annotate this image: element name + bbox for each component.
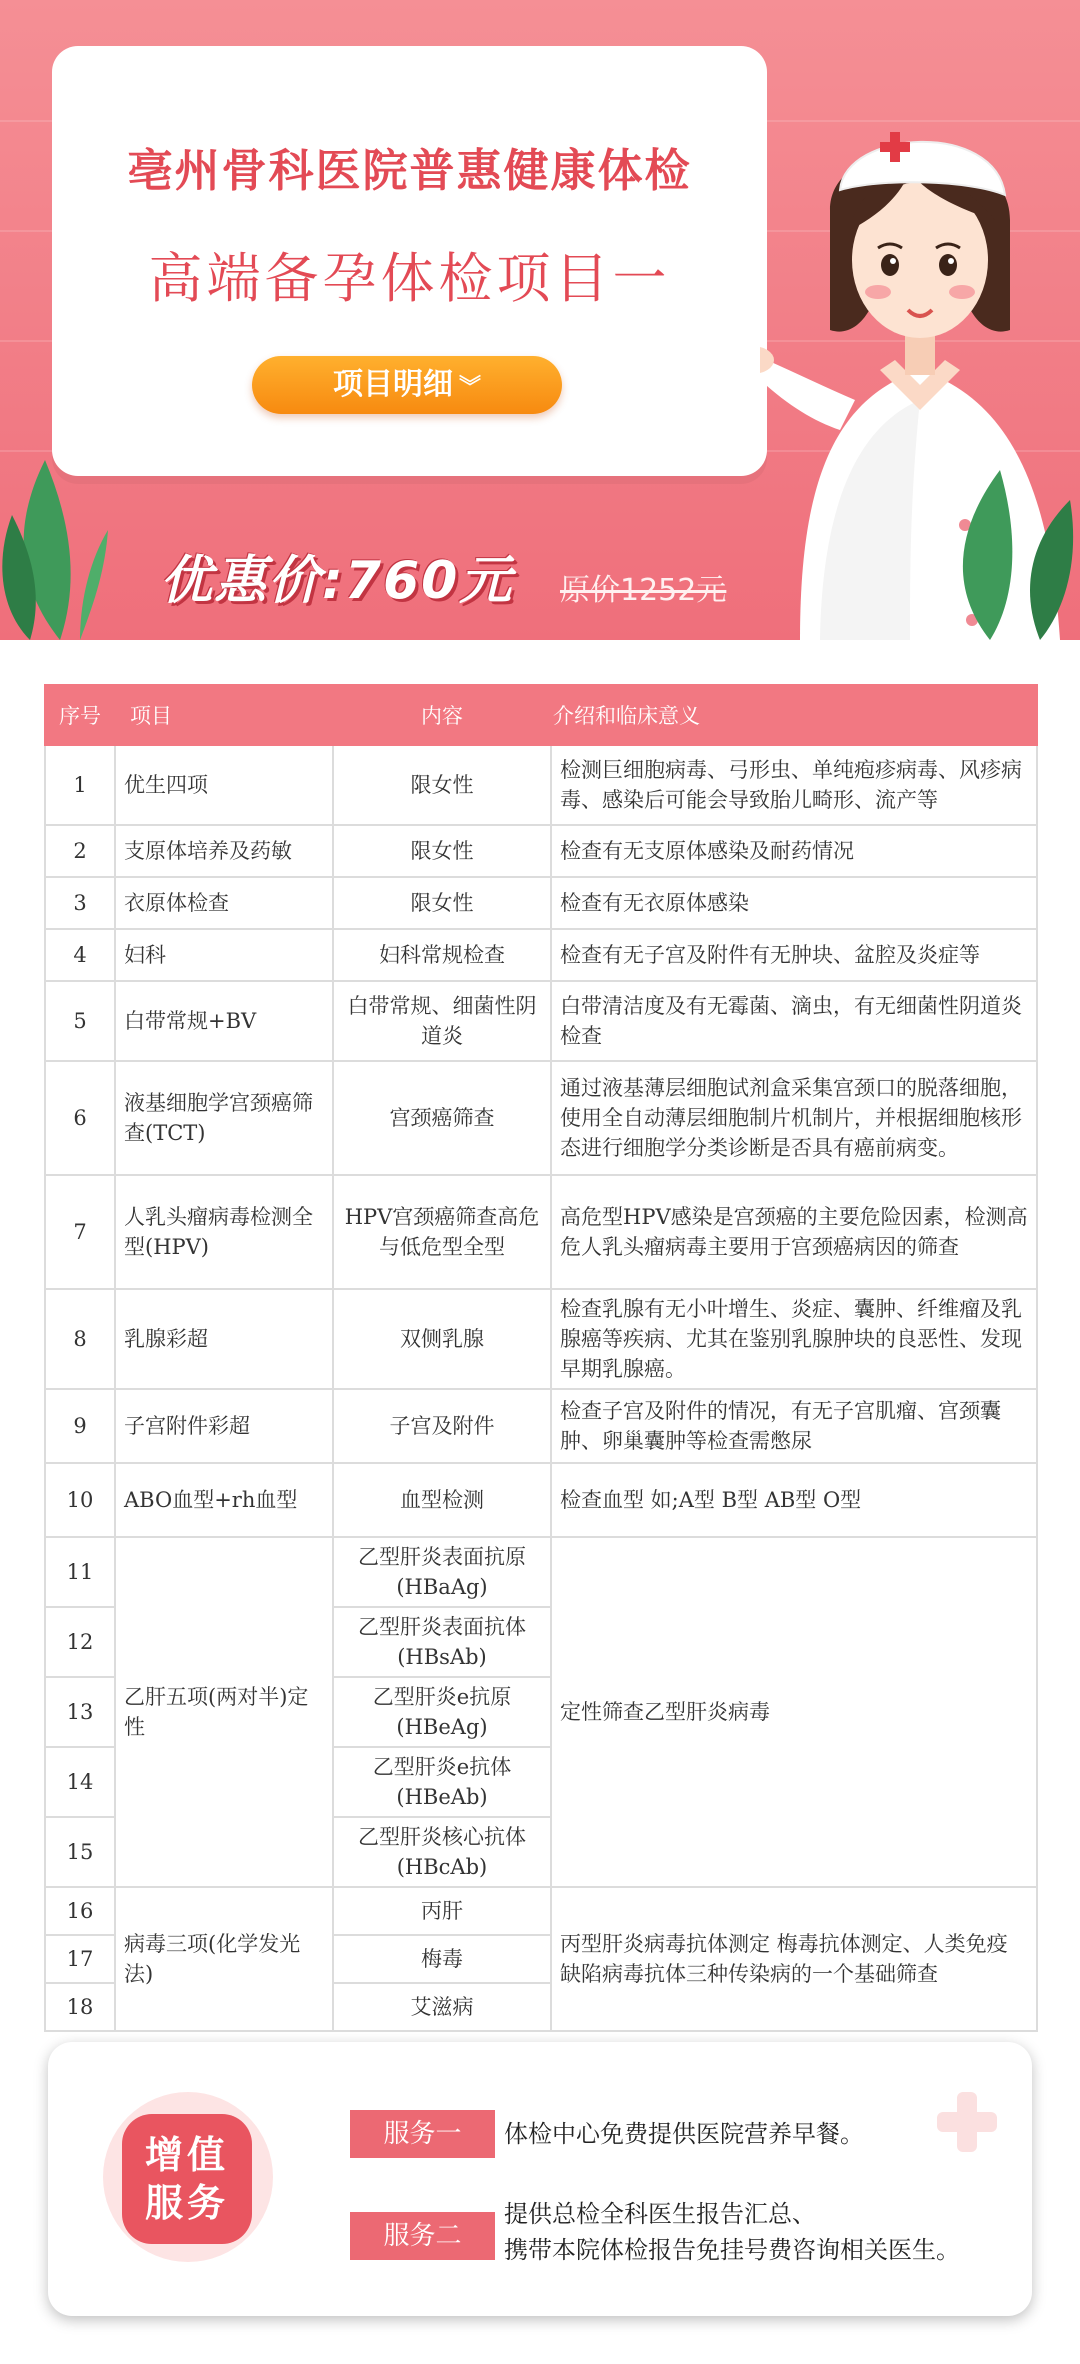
row-no: 15 <box>45 1817 115 1887</box>
row-content: 限女性 <box>333 877 551 929</box>
row-content: 乙型肝炎e抗原(HBeAg) <box>333 1677 551 1747</box>
discount-price: 优惠价:760元 <box>160 551 514 611</box>
row-desc: 检查血型 如;A型 B型 AB型 O型 <box>551 1463 1037 1537</box>
row-no: 8 <box>45 1289 115 1389</box>
row-content: 双侧乳腺 <box>333 1289 551 1389</box>
row-desc: 检查有无子宫及附件有无肿块、盆腔及炎症等 <box>551 929 1037 981</box>
row-desc: 检查子宫及附件的情况，有无子宫肌瘤、宫颈囊肿、卵巢囊肿等检查需憋尿 <box>551 1389 1037 1463</box>
page-title: 亳州骨科医院普惠健康体检 <box>127 144 692 197</box>
row-item: 妇科 <box>115 929 333 981</box>
row-content: 白带常规、细菌性阴道炎 <box>333 981 551 1061</box>
row-content: 血型检测 <box>333 1463 551 1537</box>
row-no: 17 <box>45 1935 115 1983</box>
detail-button-label: 项目明细 <box>332 367 453 402</box>
row-item: 子宫附件彩超 <box>115 1389 333 1463</box>
hbv-group-item: 乙肝五项(两对半)定性 <box>115 1537 333 1887</box>
row-content: 子宫及附件 <box>333 1389 551 1463</box>
row-no: 9 <box>45 1389 115 1463</box>
row-content: 艾滋病 <box>333 1983 551 2031</box>
checkup-items-table <box>44 684 1038 2032</box>
row-content: 宫颈癌筛查 <box>333 1061 551 1175</box>
row-no: 5 <box>45 981 115 1061</box>
leaf-decoration-icon <box>930 430 1080 640</box>
service-tag-2: 服务二 <box>350 2212 495 2260</box>
row-content: 梅毒 <box>333 1935 551 1983</box>
table-row <box>45 1389 1037 1463</box>
row-content: 妇科常规检查 <box>333 929 551 981</box>
row-no: 3 <box>45 877 115 929</box>
hero-card <box>52 46 767 476</box>
table-row <box>45 981 1037 1061</box>
header-banner <box>0 0 1080 640</box>
table-row <box>45 1463 1037 1537</box>
virus-group-item: 病毒三项(化学发光法) <box>115 1887 333 2031</box>
row-no: 1 <box>45 745 115 825</box>
row-desc: 高危型HPV感染是宫颈癌的主要危险因素，检测高危人乳头瘤病毒主要用于宫颈癌病因的筛查 <box>551 1175 1037 1289</box>
row-no: 4 <box>45 929 115 981</box>
row-desc: 检查有无衣原体感染 <box>551 877 1037 929</box>
row-no: 11 <box>45 1537 115 1607</box>
package-subtitle: 高端备孕体检项目一 <box>148 247 671 310</box>
row-desc: 白带清洁度及有无霉菌、滴虫，有无细菌性阴道炎检查 <box>551 981 1037 1061</box>
original-price: 原价1252元 <box>560 573 727 608</box>
row-item: 液基细胞学宫颈癌筛查(TCT) <box>115 1061 333 1175</box>
row-no: 18 <box>45 1983 115 2031</box>
badge-line-1: 增值 <box>144 2133 229 2177</box>
row-no: 7 <box>45 1175 115 1289</box>
service-text-2b: 携带本院体检报告免挂号费咨询相关医生。 <box>504 2236 960 2264</box>
row-desc: 检查乳腺有无小叶增生、炎症、囊肿、纤维瘤及乳腺癌等疾病、尤其在鉴别乳腺肿块的良恶性、发现早期乳腺癌。 <box>551 1289 1037 1389</box>
virus-group-desc: 丙型肝炎病毒抗体测定 梅毒抗体测定、人类免疫缺陷病毒抗体三种传染病的一个基础筛查 <box>551 1887 1037 2031</box>
table-row <box>45 877 1037 929</box>
row-item: 人乳头瘤病毒检测全型(HPV) <box>115 1175 333 1289</box>
row-item: ABO血型+rh血型 <box>115 1463 333 1537</box>
table-row <box>45 1537 1037 1607</box>
table-row <box>45 929 1037 981</box>
badge-line-2: 服务 <box>144 2181 229 2225</box>
row-desc: 检查有无支原体感染及耐药情况 <box>551 825 1037 877</box>
row-content: 丙肝 <box>333 1887 551 1935</box>
row-no: 2 <box>45 825 115 877</box>
double-chevron-down-icon: ︾ <box>458 375 481 400</box>
row-no: 6 <box>45 1061 115 1175</box>
row-content: 限女性 <box>333 825 551 877</box>
service-text-1: 体检中心免费提供医院营养早餐。 <box>504 2120 864 2148</box>
row-content: 乙型肝炎e抗体(HBeAb) <box>333 1747 551 1817</box>
table-row <box>45 1175 1037 1289</box>
row-content: 乙型肝炎表面抗原(HBaAg) <box>333 1537 551 1607</box>
row-item: 衣原体检查 <box>115 877 333 929</box>
table-row <box>45 1289 1037 1389</box>
row-content: HPV宫颈癌筛查高危与低危型全型 <box>333 1175 551 1289</box>
table-row <box>45 1061 1037 1175</box>
header-desc: 介绍和临床意义 <box>551 685 1037 745</box>
project-detail-button[interactable] <box>252 356 562 414</box>
header-item: 项目 <box>115 685 333 745</box>
row-content: 乙型肝炎表面抗体(HBsAb) <box>333 1607 551 1677</box>
row-desc: 通过液基薄层细胞试剂盒采集宫颈口的脱落细胞，使用全自动薄层细胞制片机制片，并根据细胞核形态进行细胞学分类诊断是否具有癌前病变。 <box>551 1061 1037 1175</box>
row-item: 白带常规+BV <box>115 981 333 1061</box>
row-content: 限女性 <box>333 745 551 825</box>
row-item: 优生四项 <box>115 745 333 825</box>
table-row <box>45 1887 1037 1935</box>
row-no: 16 <box>45 1887 115 1935</box>
service-text-2a: 提供总检全科医生报告汇总、 <box>504 2200 816 2228</box>
row-no: 10 <box>45 1463 115 1537</box>
table-row <box>45 825 1037 877</box>
row-no: 14 <box>45 1747 115 1817</box>
row-desc: 检测巨细胞病毒、弓形虫、单纯疱疹病毒、风疹病毒、感染后可能会导致胎儿畸形、流产等 <box>551 745 1037 825</box>
row-item: 支原体培养及药敏 <box>115 825 333 877</box>
row-content: 乙型肝炎核心抗体(HBcAb) <box>333 1817 551 1887</box>
plus-cross-icon <box>932 2087 1002 2157</box>
hbv-group-desc: 定性筛查乙型肝炎病毒 <box>551 1537 1037 1887</box>
service-tag-1: 服务一 <box>350 2110 495 2158</box>
value-added-badge <box>122 2114 252 2244</box>
table-row <box>45 745 1037 825</box>
row-no: 12 <box>45 1607 115 1677</box>
table-header-row <box>45 685 1037 745</box>
value-added-services-card <box>48 2042 1032 2316</box>
header-no: 序号 <box>45 685 115 745</box>
row-no: 13 <box>45 1677 115 1747</box>
row-item: 乳腺彩超 <box>115 1289 333 1389</box>
header-content: 内容 <box>333 685 551 745</box>
